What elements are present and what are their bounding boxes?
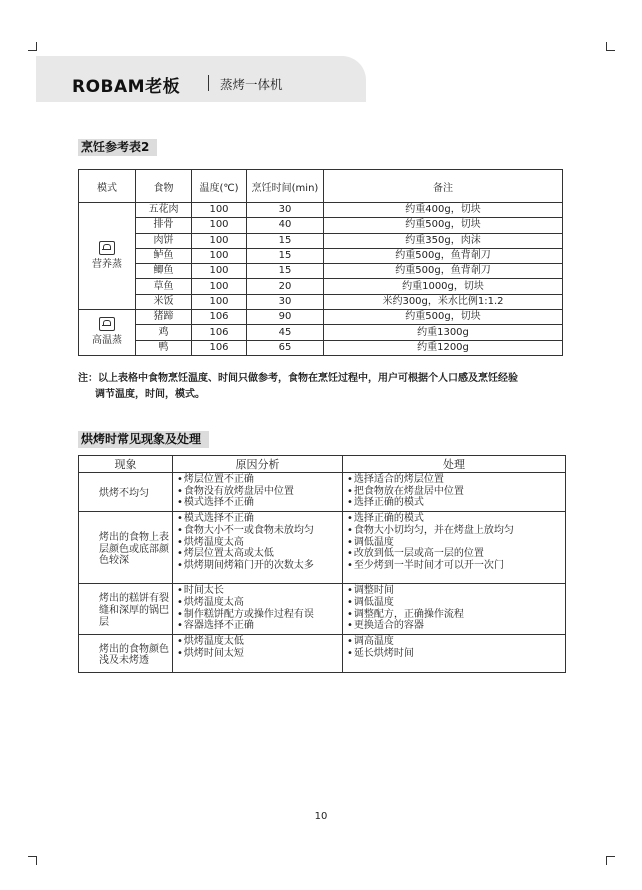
note-cell: 约重350g，肉沫	[324, 233, 563, 248]
product-name: 蒸烤一体机	[220, 77, 283, 92]
header-mode: 模式	[79, 170, 136, 203]
solution-item: • 调整时间	[347, 585, 565, 597]
temperature-cell: 100	[192, 218, 247, 233]
note-line-1: 注：以上表格中食物烹饪温度、时间只做参考，食物在烹饪过程中，用户可根据个人口感及烹饪经验	[78, 373, 518, 384]
time-cell: 30	[247, 203, 324, 218]
temperature-cell: 106	[192, 325, 247, 340]
note-cell: 约重1300g	[324, 325, 563, 340]
header-solution: 处理	[343, 456, 566, 473]
time-cell: 40	[247, 218, 324, 233]
section-title-troubleshooting: 烘烤时常见现象及处理	[78, 431, 209, 448]
page-number: 10	[314, 811, 328, 822]
table-row	[79, 584, 566, 635]
solution-cell	[343, 512, 566, 584]
time-cell: 90	[247, 310, 324, 325]
table-row	[79, 310, 563, 325]
crop-mark-top-left	[28, 42, 37, 51]
cooking-reference-table	[78, 169, 563, 356]
cooking-note	[78, 371, 568, 403]
food-cell: 鸡	[136, 325, 192, 340]
table-row	[79, 218, 563, 233]
time-cell: 45	[247, 325, 324, 340]
temperature-cell: 106	[192, 340, 247, 355]
food-cell: 排骨	[136, 218, 192, 233]
table-row	[79, 279, 563, 294]
cause-item: • 模式选择不正确	[177, 497, 342, 509]
time-cell: 15	[247, 233, 324, 248]
note-cell: 米约300g，米水比例1:1.2	[324, 294, 563, 309]
time-cell: 30	[247, 294, 324, 309]
table-header-row	[79, 456, 566, 473]
food-cell: 鲈鱼	[136, 248, 192, 263]
temperature-cell: 100	[192, 248, 247, 263]
phenomenon-cell: 烘烤不均匀	[79, 473, 173, 512]
note-cell: 约重400g，切块	[324, 203, 563, 218]
table-row	[79, 473, 566, 512]
table-header-row	[79, 170, 563, 203]
solution-item: • 调低温度	[347, 597, 565, 609]
food-cell: 猪蹄	[136, 310, 192, 325]
cause-item: • 模式选择不正确	[177, 513, 342, 525]
phenomenon-cell: 烤出的食物上表层颜色或底部颜色较深	[79, 512, 173, 584]
header-notes: 备注	[324, 170, 563, 203]
table-row	[79, 512, 566, 584]
solution-item: • 更换适合的容器	[347, 620, 565, 632]
note-cell: 约重500g，切块	[324, 310, 563, 325]
time-cell: 15	[247, 248, 324, 263]
table-row	[79, 634, 566, 672]
cause-item: • 食物大小不一或食物未放均匀	[177, 525, 342, 537]
temperature-cell: 100	[192, 264, 247, 279]
note-cell: 约重500g，鱼背剞刀	[324, 248, 563, 263]
solution-cell	[343, 584, 566, 635]
cause-item: • 烤层位置太高或太低	[177, 548, 342, 560]
table-row	[79, 325, 563, 340]
header-time: 烹饪时间(min)	[247, 170, 324, 203]
food-cell: 米饭	[136, 294, 192, 309]
solution-item: • 选择正确的模式	[347, 513, 565, 525]
note-line-2: 调节温度，时间，模式。	[95, 389, 205, 400]
cause-item: • 食物没有放烤盘居中位置	[177, 486, 342, 498]
table-row	[79, 340, 563, 355]
cause-item: • 烤层位置不正确	[177, 474, 342, 486]
solution-item: • 改放到低一层或高一层的位置	[347, 548, 565, 560]
solution-cell	[343, 634, 566, 672]
solution-item: • 调低温度	[347, 537, 565, 549]
table-row	[79, 248, 563, 263]
cause-item: • 时间太长	[177, 585, 342, 597]
solution-item: • 食物大小切均匀，并在烤盘上放均匀	[347, 525, 565, 537]
crop-mark-bottom-right	[606, 856, 615, 865]
header-divider	[208, 75, 209, 91]
phenomenon-cell: 烤出的糕饼有裂缝和深厚的锅巴层	[79, 584, 173, 635]
solution-item: • 把食物放在烤盘居中位置	[347, 486, 565, 498]
solution-cell	[343, 473, 566, 512]
cause-item: • 烘烤温度太高	[177, 537, 342, 549]
note-cell: 约重500g，鱼背剞刀	[324, 264, 563, 279]
solution-item: • 至少烤到一半时间才可以开一次门	[347, 560, 565, 572]
phenomenon-cell: 烤出的食物颜色浅及未烤透	[79, 634, 173, 672]
solution-item: • 调整配方，正确操作流程	[347, 609, 565, 621]
temperature-cell: 100	[192, 279, 247, 294]
crop-mark-top-right	[606, 42, 615, 51]
note-cell: 约重500g，切块	[324, 218, 563, 233]
food-cell: 鲫鱼	[136, 264, 192, 279]
mode-label: 营养蒸	[92, 258, 122, 270]
mode-cell	[79, 203, 136, 310]
time-cell: 20	[247, 279, 324, 294]
section-title-cooking-reference: 烹饪参考表2	[78, 139, 157, 156]
cause-item: • 烘烤温度太低	[177, 636, 342, 648]
high-temp-steam-icon	[99, 317, 115, 331]
solution-item: • 延长烘烤时间	[347, 648, 565, 660]
note-cell: 约重1000g，切块	[324, 279, 563, 294]
temperature-cell: 100	[192, 294, 247, 309]
solution-item: • 选择适合的烤层位置	[347, 474, 565, 486]
cause-cell	[173, 634, 343, 672]
cause-cell	[173, 512, 343, 584]
cause-cell	[173, 473, 343, 512]
note-cell: 约重1200g	[324, 340, 563, 355]
crop-mark-bottom-left	[28, 856, 37, 865]
solution-item: • 选择正确的模式	[347, 497, 565, 509]
troubleshooting-table	[78, 455, 566, 673]
header-cause: 原因分析	[173, 456, 343, 473]
header-phenomenon: 现象	[79, 456, 173, 473]
time-cell: 65	[247, 340, 324, 355]
food-cell: 鸭	[136, 340, 192, 355]
table-row	[79, 233, 563, 248]
table-row	[79, 203, 563, 218]
temperature-cell: 100	[192, 203, 247, 218]
header-temperature: 温度(℃)	[192, 170, 247, 203]
food-cell: 五花肉	[136, 203, 192, 218]
brand-logo: ROBAM老板	[72, 77, 181, 97]
cause-item: • 烘烤期间烤箱门开的次数太多	[177, 560, 342, 572]
steam-mode-icon	[99, 241, 115, 255]
cause-cell	[173, 584, 343, 635]
cause-item: • 烘烤时间太短	[177, 648, 342, 660]
table-row	[79, 294, 563, 309]
solution-item: • 调高温度	[347, 636, 565, 648]
mode-label: 高温蒸	[92, 335, 122, 347]
food-cell: 肉饼	[136, 233, 192, 248]
cause-item: • 烘烤温度太高	[177, 597, 342, 609]
header-food: 食物	[136, 170, 192, 203]
temperature-cell: 100	[192, 233, 247, 248]
table-row	[79, 264, 563, 279]
cause-item: • 制作糕饼配方或操作过程有误	[177, 609, 342, 621]
cause-item: • 容器选择不正确	[177, 620, 342, 632]
time-cell: 15	[247, 264, 324, 279]
mode-cell	[79, 310, 136, 356]
temperature-cell: 106	[192, 310, 247, 325]
food-cell: 草鱼	[136, 279, 192, 294]
